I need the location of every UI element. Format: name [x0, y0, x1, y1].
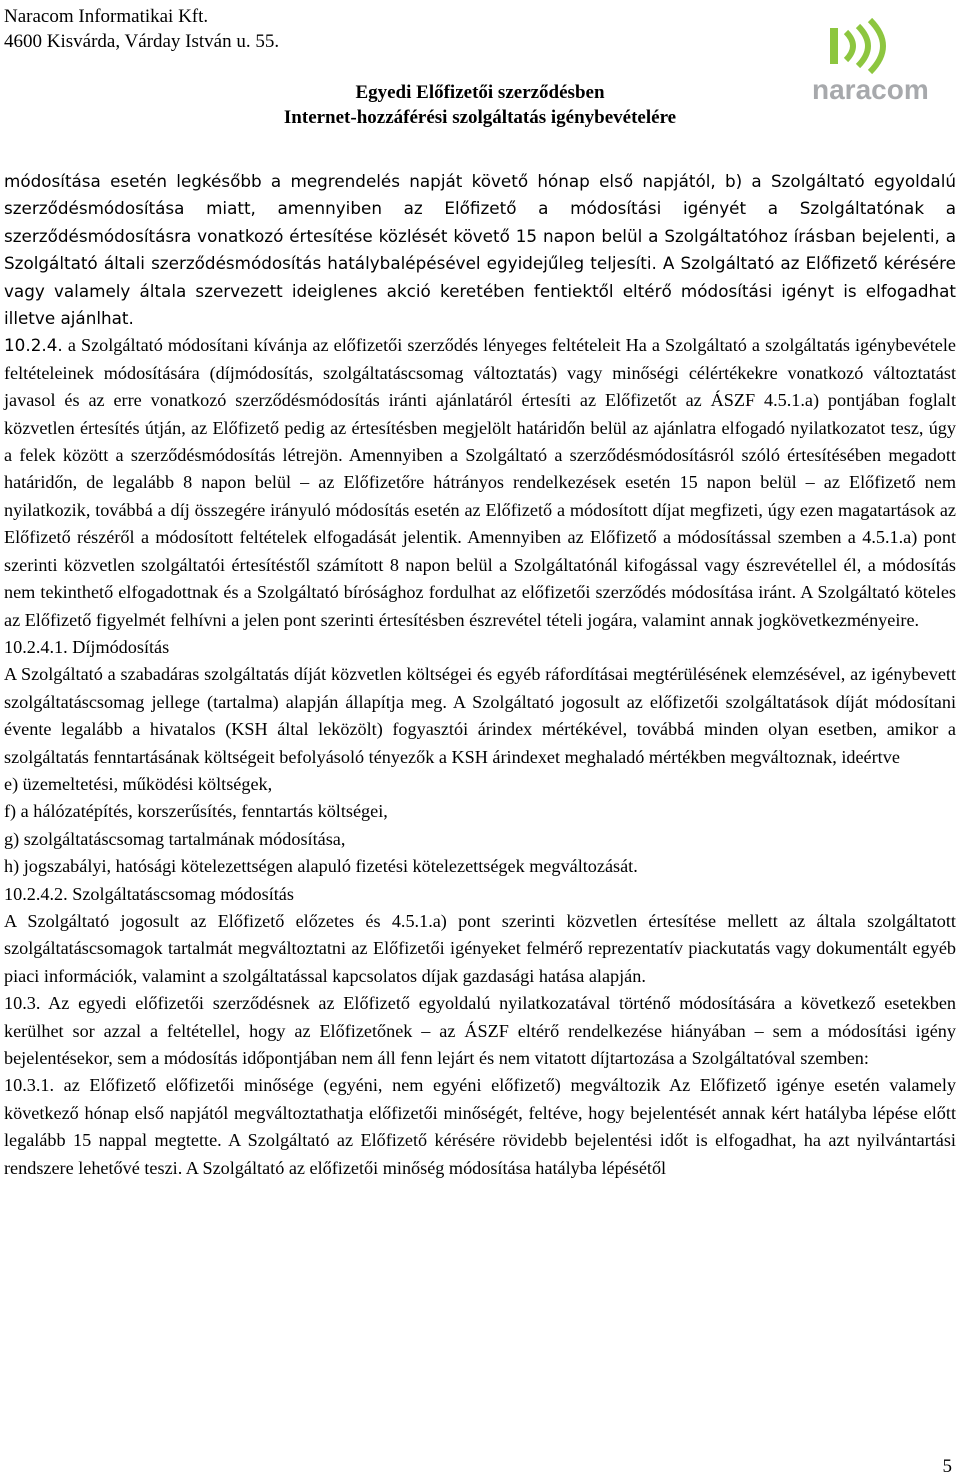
list-item-h: h) jogszabályi, hatósági kötelezettségen alapuló fizetési kötelezettségek megváltozását. [4, 856, 638, 877]
paragraph-intro: módosítása esetén legkésőbb a megrendelés napját követő hónap első napjától, b) a Szolgáltató egyoldalú szerződésmódosítása miatt, amennyiben az Előfizető a módosítási igényét a Szolgáltatónak a szerződésmódosításra vonatkozó értesítése közlését követő 15 napon belül a Szolgáltatóhoz írásban bejelenti, a Szolgáltató általi szerződésmódosítás hatálybalépésével egyidejűleg teljesíti. A Szolgáltató az Előfizető kérésére vagy valamely általa szervezett ideiglenes akció keretében fentiektől eltérő módosítási igényt is elfogadhat illetve ajánlhat. [4, 171, 956, 329]
section-number: 10.2.4. [4, 335, 63, 356]
title-line-1: Egyedi Előfizetői szerződésben [355, 82, 605, 103]
paragraph-10-3: 10.3. Az egyedi előfizetői szerződésnek az Előfizető egyoldalú nyilatkozatával történő módosítására a következő esetekben kerülhet sor azzal a feltétellel, hogy az Előfizetőnek – az ÁSZF eltérő rendelkezése hiányában – sem a módosítási igény bejelentésekor, sem a módosítás időpontjában nem áll fenn lejárt és nem vitatott díjtartozása a Szolgáltatóval szemben: [4, 993, 956, 1068]
page-header [0, 0, 960, 150]
document-body [4, 168, 956, 1182]
list-item-f: f) a hálózatépítés, korszerűsítés, fenntartás költségei, [4, 801, 388, 822]
paragraph-10-2-4-2: A Szolgáltató jogosult az Előfizető előzetes és 4.5.1.a) pont szerinti közvetlen értesítése mellett az általa szolgáltatott szolgáltatáscsomagok tartalmát megváltoztatni az Előfizetői igényeket felmérő reprezentatív piackutatás vagy dokumentált egyéb piaci információk, valamint a szolgáltatással kapcsolatos díjak gazdasági hatása alapján. [4, 910, 956, 986]
heading-10-2-4-1: 10.2.4.1. Díjmódosítás [4, 636, 170, 657]
list-item-g: g) szolgáltatáscsomag tartalmának módosítása, [4, 828, 346, 849]
list-item-e: e) üzemeltetési, működési költségek, [4, 773, 273, 794]
paragraph-10-2-4-1: A Szolgáltató a szabadáras szolgáltatás díját közvetlen költségei és egyéb ráfordításai megtérülésének elemzésével, az igénybevett szolgáltatáscsomag jellege (tartalma) alapján állapítja meg. A Szolgáltató jogosult az előfizetői szolgáltatások díját módosítani évente legalább a hivatalos (KSH által leközölt) fogyasztói árindex mértékével, továbbá minden olyan esetben, amikor a szolgáltatás fenntartásának költségeit befolyásoló tényezők a KSH árindexet meghaladó mértékben megváltoznak, ideértve [4, 664, 956, 767]
company-name: Naracom Informatikai Kft. [4, 6, 209, 27]
paragraph-10-2-4 [4, 332, 956, 633]
title-line-2: Internet-hozzáférési szolgáltatás igénybevételére [283, 107, 677, 128]
company-address: 4600 Kisvárda, Várday István u. 55. [4, 31, 280, 52]
paragraph-10-3-1: 10.3.1. az Előfizető előfizetői minősége (egyéni, nem egyéni előfizető) megváltozik Az Előfizető igénye esetén valamely következő hónap első napjától megváltoztathatja előfizetői minőségét, feltéve, hogy bejelentését annak kért hatályba lépése előtt legalább 15 nappal megtette. A Szolgáltató az Előfizető kérésére rövidebb bejelentési időt is elfogadhat, ha azt nyilvántartási rendszere lehetővé teszi. A Szolgáltató az előfizetői minőség módosítása hatályba lépésétől [4, 1075, 956, 1178]
page-number: 5 [942, 1456, 952, 1477]
company-info [4, 4, 279, 54]
heading-10-2-4-2: 10.2.4.2. Szolgáltatáscsomag módosítás [4, 883, 294, 904]
paragraph-text: a Szolgáltató módosítani kívánja az előfizetői szerződés lényeges feltételeit Ha a Szolgáltató a szolgáltatás igénybevétele feltételeinek módosítására (díjmódosítás, szolgáltatáscsomag változtatás) vagy minőségi célértékekre vonatkozó változtatást javasol és az erre vonatkozó szerződésmódosítás iránti ajánlatáról értesíti az Előfizetőt az ÁSZF 4.5.1.a) pontjában foglalt közvetlen értesítés útján, az Előfizető pedig az értesítésben megjelölt határidőn belül az ajánlatra elfogadó nyilatkozatot tesz, úgy a felek között a szerződésmódosítás létrejön. Amennyiben a Szolgáltató a szerződésmódosításról szóló értesítésében megadott határidőn, de legalább 8 napon belül – az Előfizetőre hátrányos rendelkezések esetén 15 napon belül – az Előfizető nem nyilatkozik, továbbá a díj összegére irányuló módosítás esetén az Előfizető a módosított díjat megfizeti, úgy ezen magatartások az Előfizető részéről a módosított feltételek elfogadását jelentik. Amennyiben az Előfizető a módosítással szemben a 4.5.1.a) pont szerinti közvetlen szolgáltatói értesítéstől számított 8 napon belül a Szolgáltatónál kifogással vagy észrevétellel él, a módosítás nem tekinthető elfogadottnak és a Szolgáltató bírósághoz fordulhat az előfizetői szerződés módosítása iránt. A Szolgáltató köteles az Előfizető figyelmét felhívni a jelen pont szerinti értesítésben észrevétel tételi jogára, valamint annak jogkövetkezményeire. [4, 335, 956, 630]
logo-wordmark: naracom [812, 74, 929, 105]
